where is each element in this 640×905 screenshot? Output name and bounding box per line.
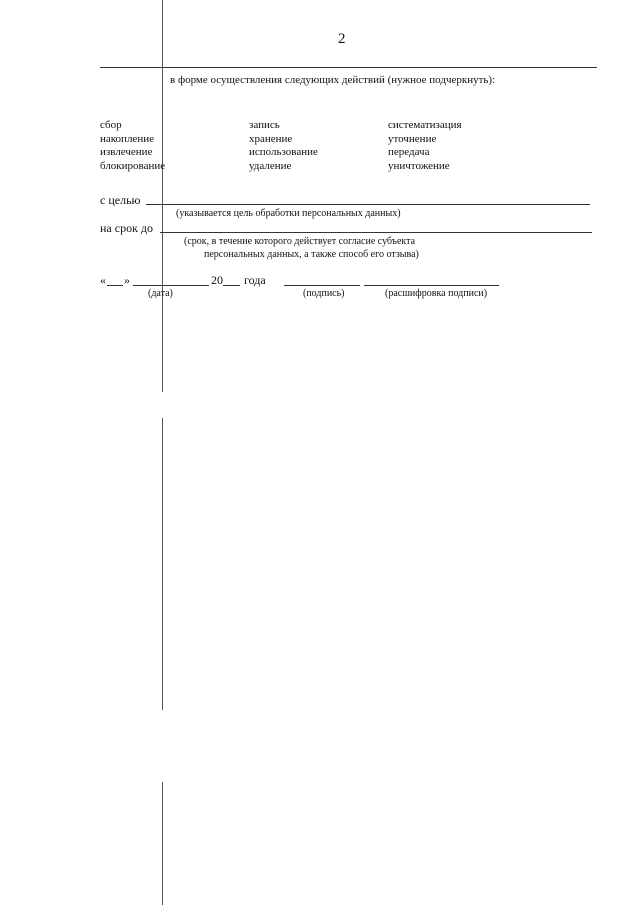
actions-column-1 [100,119,165,173]
action-item: систематизация [388,119,462,131]
action-item: передача [388,146,430,158]
margin-line-middle [162,418,163,710]
term-blank[interactable] [160,232,592,233]
action-item: блокирование [100,159,166,172]
decode-caption: (расшифровка подписи) [385,288,488,299]
signature-caption: (подпись) [303,288,345,299]
actions-column-2 [249,119,318,173]
signature-decode-blank[interactable] [364,285,499,286]
actions-column-3 [388,119,462,173]
open-quote: « [100,273,106,287]
year-blank[interactable] [223,285,240,286]
page-number: 2 [338,31,346,47]
day-blank[interactable] [107,285,123,286]
year-suffix: года [244,273,266,287]
action-item: уточнение [388,132,437,145]
term-label: на срок до [100,221,154,235]
term-caption-line1: (срок, в течение которого действует согласие субъекта [184,236,416,247]
action-item: удаление [249,159,292,172]
margin-line-bottom [162,782,163,905]
signature-blank[interactable] [284,285,360,286]
purpose-blank[interactable] [146,204,590,205]
action-item: извлечение [100,146,153,158]
action-item: накопление [100,132,154,145]
action-item: сбор [100,119,122,131]
term-caption-line2: персональных данных, а также способ его отзыва) [204,249,419,260]
year-prefix: 20 [211,273,223,287]
purpose-caption: (указывается цель обработки персональных данных) [176,208,401,219]
close-quote: » [124,273,130,287]
month-blank[interactable] [133,285,209,286]
date-caption: (дата) [148,288,173,299]
action-item: использование [249,146,318,158]
action-item: уничтожение [388,159,450,172]
top-rule [100,67,597,68]
intro-text: в форме осуществления следующих действий (нужное подчеркнуть): [170,74,496,86]
action-item: запись [249,119,280,131]
action-item: хранение [249,132,293,145]
margin-line-top [162,0,163,392]
purpose-label: с целью [100,193,141,207]
